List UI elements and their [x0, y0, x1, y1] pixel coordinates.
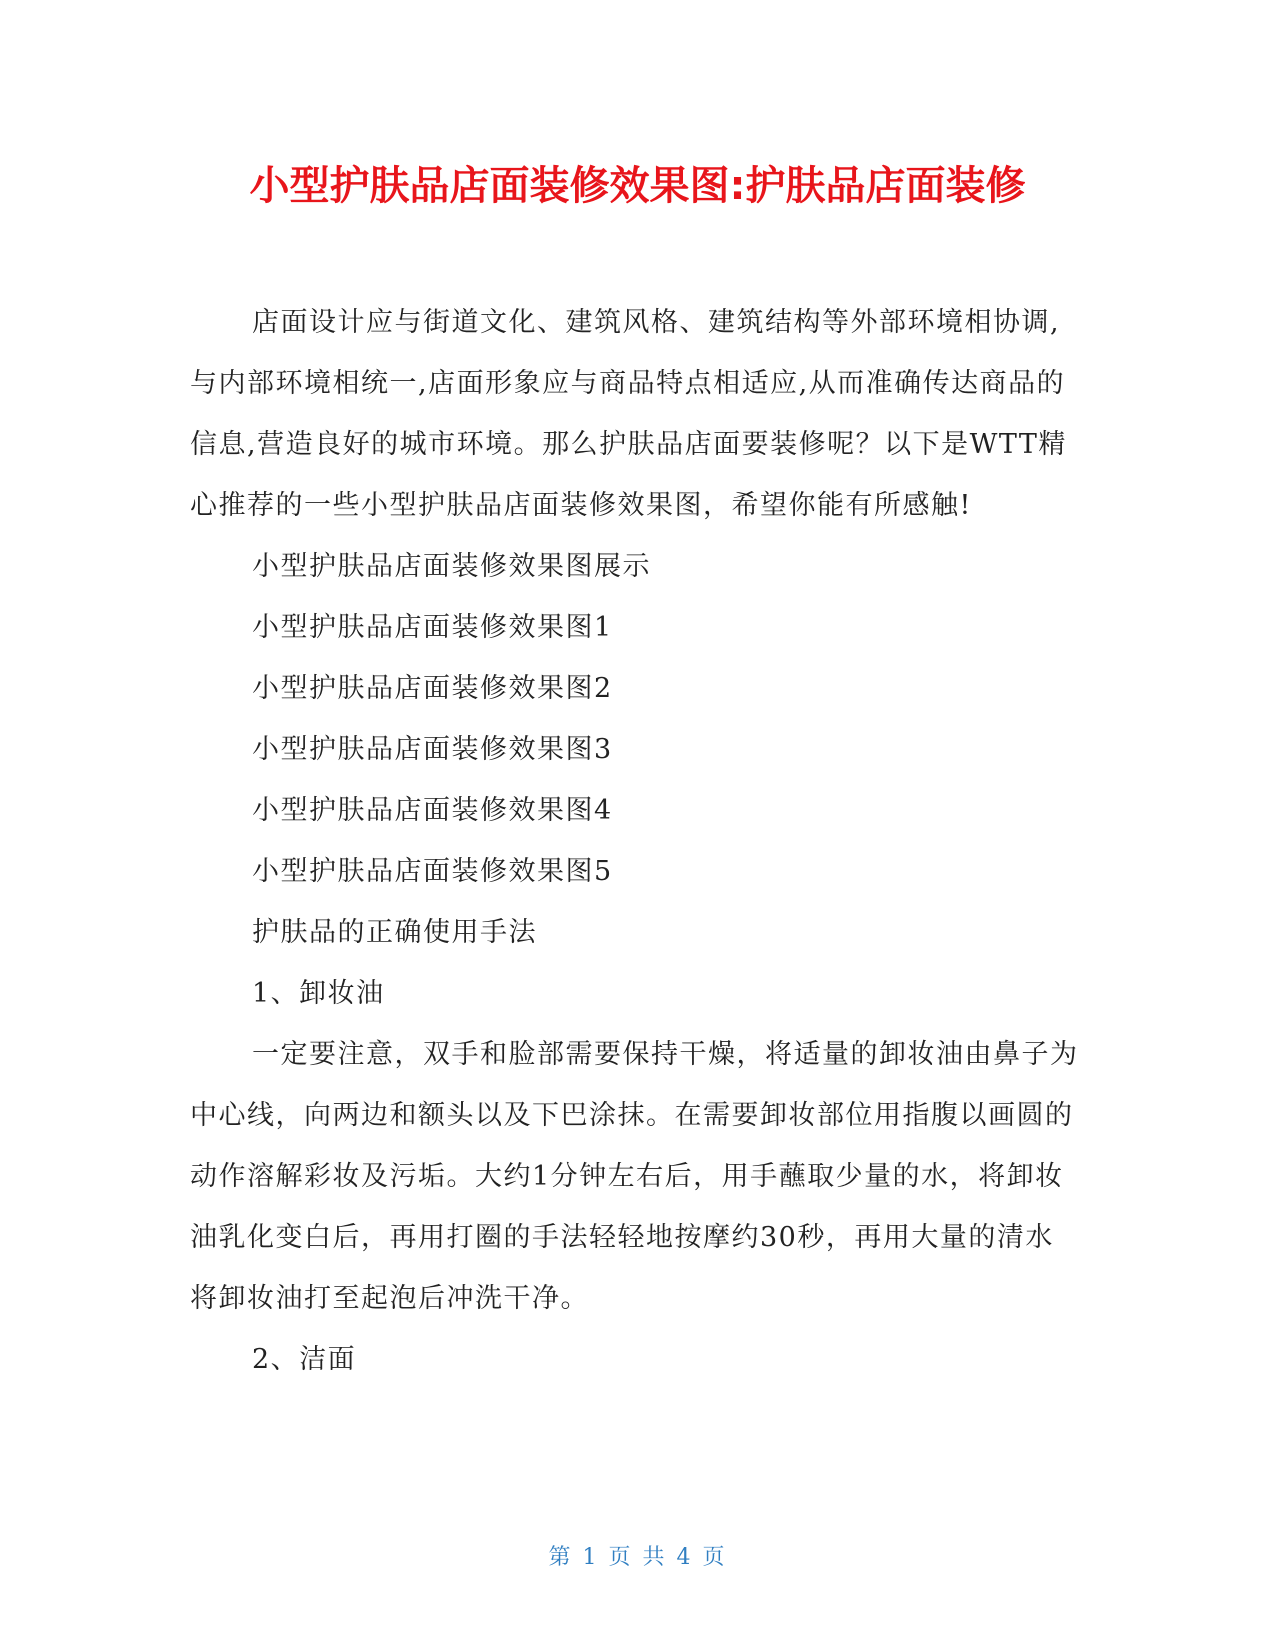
- paragraph-image-caption-4: 小型护肤品店面装修效果图4: [252, 795, 613, 826]
- paragraph-intro: 店面设计应与街道文化、建筑风格、建筑结构等外部环境相协调,与内部环境相统一,店面形象应与商品特点相适应,从而准确传达商品的信息,营造良好的城市环境。那么护肤品店面要装修呢？以下是WTT精心推荐的一些小型护肤品店面装修效果图，希望你能有所感触!: [190, 307, 1067, 521]
- footer-total-pages: 4: [676, 1545, 693, 1570]
- paragraph-image-caption-5: 小型护肤品店面装修效果图5: [252, 856, 613, 887]
- paragraph-image-caption-1: 小型护肤品店面装修效果图1: [252, 612, 613, 643]
- footer-gong: 共: [642, 1545, 667, 1570]
- page-footer: [0, 1543, 1275, 1573]
- footer-ye: 页: [608, 1545, 633, 1570]
- paragraph-step-1-heading: 1、卸妆油: [252, 978, 385, 1009]
- footer-page-number: 1: [582, 1545, 599, 1570]
- paragraph-showcase-heading: 小型护肤品店面装修效果图展示: [252, 551, 651, 582]
- document-body: [190, 292, 1082, 1390]
- paragraph-image-caption-3: 小型护肤品店面装修效果图3: [252, 734, 613, 765]
- paragraph-step-2-heading: 2、洁面: [252, 1344, 357, 1375]
- document-title: 小型护肤品店面装修效果图:护肤品店面装修: [249, 163, 1026, 209]
- paragraph-step-1-body: 一定要注意，双手和脸部需要保持干燥，将适量的卸妆油由鼻子为中心线，向两边和额头以及下巴涂抹。在需要卸妆部位用指腹以画圆的动作溶解彩妆及污垢。大约1分钟左右后，用手蘸取少量的水，将卸妆油乳化变白后，再用打圈的手法轻轻地按摩约30秒，再用大量的清水将卸妆油打至起泡后冲洗干净。: [190, 1039, 1079, 1314]
- footer-ye2: 页: [702, 1545, 727, 1570]
- paragraph-image-caption-2: 小型护肤品店面装修效果图2: [252, 673, 613, 704]
- paragraph-usage-heading: 护肤品的正确使用手法: [252, 917, 537, 948]
- footer-di: 第: [548, 1545, 573, 1570]
